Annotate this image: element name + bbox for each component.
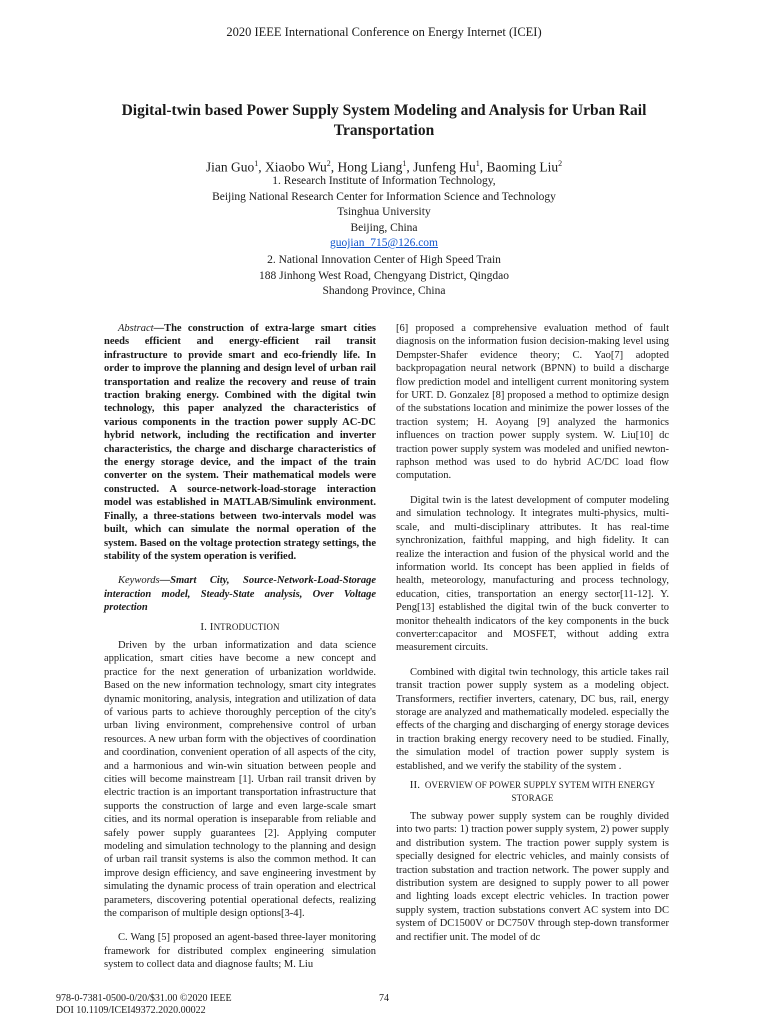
affiliation-line: 1. Research Institute of Information Technology, [272, 175, 496, 187]
author-name: Jian Guo [205, 159, 255, 175]
author-name: Hong Liang [337, 159, 403, 175]
paper-title: Digital-twin based Power Supply System Modeling and Analysis for Urban Rail Transportation [121, 102, 647, 139]
section-heading-introduction [104, 621, 376, 634]
author-name: Junfeng Hu [413, 159, 476, 175]
abstract-label: Abstract [118, 323, 154, 334]
affiliation-1 [0, 174, 768, 252]
body-paragraph: Combined with digital twin technology, this article takes rail transit traction power supply system as a modeling object. Transformers, rectifier inverters, catenary, DC bus, rail, energy storage are analyzed and mathematically modeled. especially the effects of the charging and discharging of energy storage devices in traction braking energy recovery need to be studied. Finally, the simulation model of traction power supply system is established, and we verify the stability of the system . [396, 666, 669, 772]
body-paragraph: Digital twin is the latest development of computer modeling and simulation technology. It integrates multi-physics, multi-scale, and multi-disciplinary attributes. It has real-time synchronization, faithful mapping, and high fidelity. It can realize the interaction and fusion of the physical world and the information world. Its concept has been applied in fields of health, meteorology, manufacturing and process technology, education, cities, transportation an energy sector[11-12]. Y. Peng[13] established the digital twin of the buck converter to monitor thehealth indicators of the key components in the buck converter:capacitor and MOSFET, without adding extra measurement circuits. [396, 494, 669, 654]
affiliation-line: Beijing, China [350, 221, 418, 234]
affiliation-line: 2. National Innovation Center of High Speed Train [267, 254, 501, 266]
body-paragraph: [6] proposed a comprehensive evaluation method of fault diagnosis on the information fusion decision-making level using Dempster-Shafer evidence theory; C. Yao[7] adopted backpropagation neural network (BPNN) to build a discharge flow prediction model and intelligent current monitoring system for URT. D. Gonzalez [8] proposed a method to optimize design of the substations location and minimize the power losses of the traction system; H. Aoyang [9] analyzed the harmonics influences on traction power supply system. W. Liu[10] dc traction power supply system was modeled and unified newton-raphson method was used to do hybrid AC/DC load flow computation. [396, 323, 669, 482]
section-heading-overview [396, 779, 669, 805]
affiliation-2 [0, 253, 768, 300]
abstract-dash: — [153, 323, 165, 334]
footer-isbn: 978-0-7381-0500-0/20/$31.00 ©2020 IEEE [56, 993, 232, 1004]
section-number: II. [409, 779, 421, 791]
author-affil-mark: 2 [326, 159, 331, 168]
author-affil-mark: 1 [475, 159, 480, 168]
author-affil-mark: 1 [402, 159, 407, 168]
author-affil-mark: 1 [254, 159, 259, 168]
keywords-dash: — [159, 575, 171, 587]
keywords-text: Smart City, Source-Network-Load-Storage interaction model, Steady-State analysis, Over Voltage protection [104, 575, 376, 614]
abstract [104, 322, 376, 563]
section-title: OVERVIEW OF POWER SUPPLY SYTEM WITH ENERGY STORAGE [424, 780, 656, 803]
section-title-rest: NTRODUCTION [213, 621, 280, 632]
page-number: 74 [379, 993, 389, 1004]
keywords-label: Keywords [118, 575, 160, 587]
author-name: Baoming Liu [486, 159, 559, 175]
affiliation-line: Shandong Province, China [322, 285, 446, 297]
body-paragraph: C. Wang [5] proposed an agent-based three-layer monitoring framework for distributed complex engineering simulation system to collect data and diagnose faults; M. Liu [104, 932, 376, 971]
author-list: Jian Guo$^1$, Xiaobo Wu$^2$, Hong Liang$^1$, Junfeng Hu$^1$, Baoming Liu$^2$ [205, 159, 563, 175]
body-paragraph: The subway power supply system can be roughly divided into two parts: 1) traction power supply system, 2) power supply and distribution system. The traction power supply system is specially designed for electric vehicles, and mainly consists of traction substation and traction network. The power supply and distribution system are designed to supply power to all power and lighting loads except electric vehicles. In traction power supply system, traction substations convert AC system into DC system of DC1500V or DC750V through step-down transformer and rectifier unit. The model of dc [396, 811, 669, 943]
section-number: I. [200, 620, 207, 633]
body-paragraph: Driven by the urban informatization and data science application, smart cities have become a new concept and practice for the next generation of urbanization worldwide. Based on the new information technology, smart city integrates dynamic monitoring, analysis, integration and utilization of data of various parts to achieve thoroughly perception of the city's urban living environment, comprehensive control of urban resources. A new urban form with the objectives of coordination and coordination, convenient operation of all aspects of the city, and a harmonious and win-win situation between people and cities will become mainstream [1]. Urban rail transit driven by electric traction is an important transportation infrastructure that supports the construction of large and even large-scale smart cities, and its normal operation is inseparable from reliable and safely power supply guarantees [2]. Applying computer modeling and simulation technology to the planning and design of urban rail transit systems is also the common method. It can improve design efficiency, and save engineering investment by simulating the dynamic process of train operation and electrical parameters, discovering potential operational defects, realizing the comparison of multiple design options[3-4]. [104, 639, 376, 920]
author-name: Xiaobo Wu [264, 159, 327, 175]
affiliation-line: 188 Jinhong West Road, Chengyang District, Qingdao [259, 269, 509, 282]
right-column [396, 322, 669, 944]
left-column [104, 322, 376, 972]
footer-doi: DOI 10.1109/ICEI49372.2020.00022 [56, 1005, 206, 1016]
author-email-link[interactable]: guojian_715@126.com [329, 237, 438, 249]
keywords [104, 574, 376, 614]
affiliation-line: Tsinghua University [337, 206, 431, 218]
conference-header: 2020 IEEE International Conference on Energy Internet (ICEI) [226, 25, 542, 39]
section-title-initial: I [209, 620, 214, 633]
abstract-text: The construction of extra-large smart cities needs efficient and energy-efficient rail transit infrastructure to provide smart and eco-friendly life. In order to improve the planning and design level of urban rail transportation and realize the recovery and reuse of train traction braking energy. Combined with the digital twin technology, this paper analyzed the characteristics of various components in the traction power supply AC-DC hybrid network, including the rectification and inverter characteristics, the charge and discharge characteristics of the energy storage device, and the impact of the train converter on the system. Their mathematical models were constructed. A source-network-load-storage interaction model was established in MATLAB/Simulink environment. Finally, a three-stations between two-intervals model was built, which can simulate the normal operation of the system. Based on the voltage protection strategy settings, the stability of the system operation is verified. [104, 323, 376, 562]
author-affil-mark: 2 [558, 159, 563, 168]
affiliation-line: Beijing National Research Center for Information Science and Technology [212, 190, 556, 203]
